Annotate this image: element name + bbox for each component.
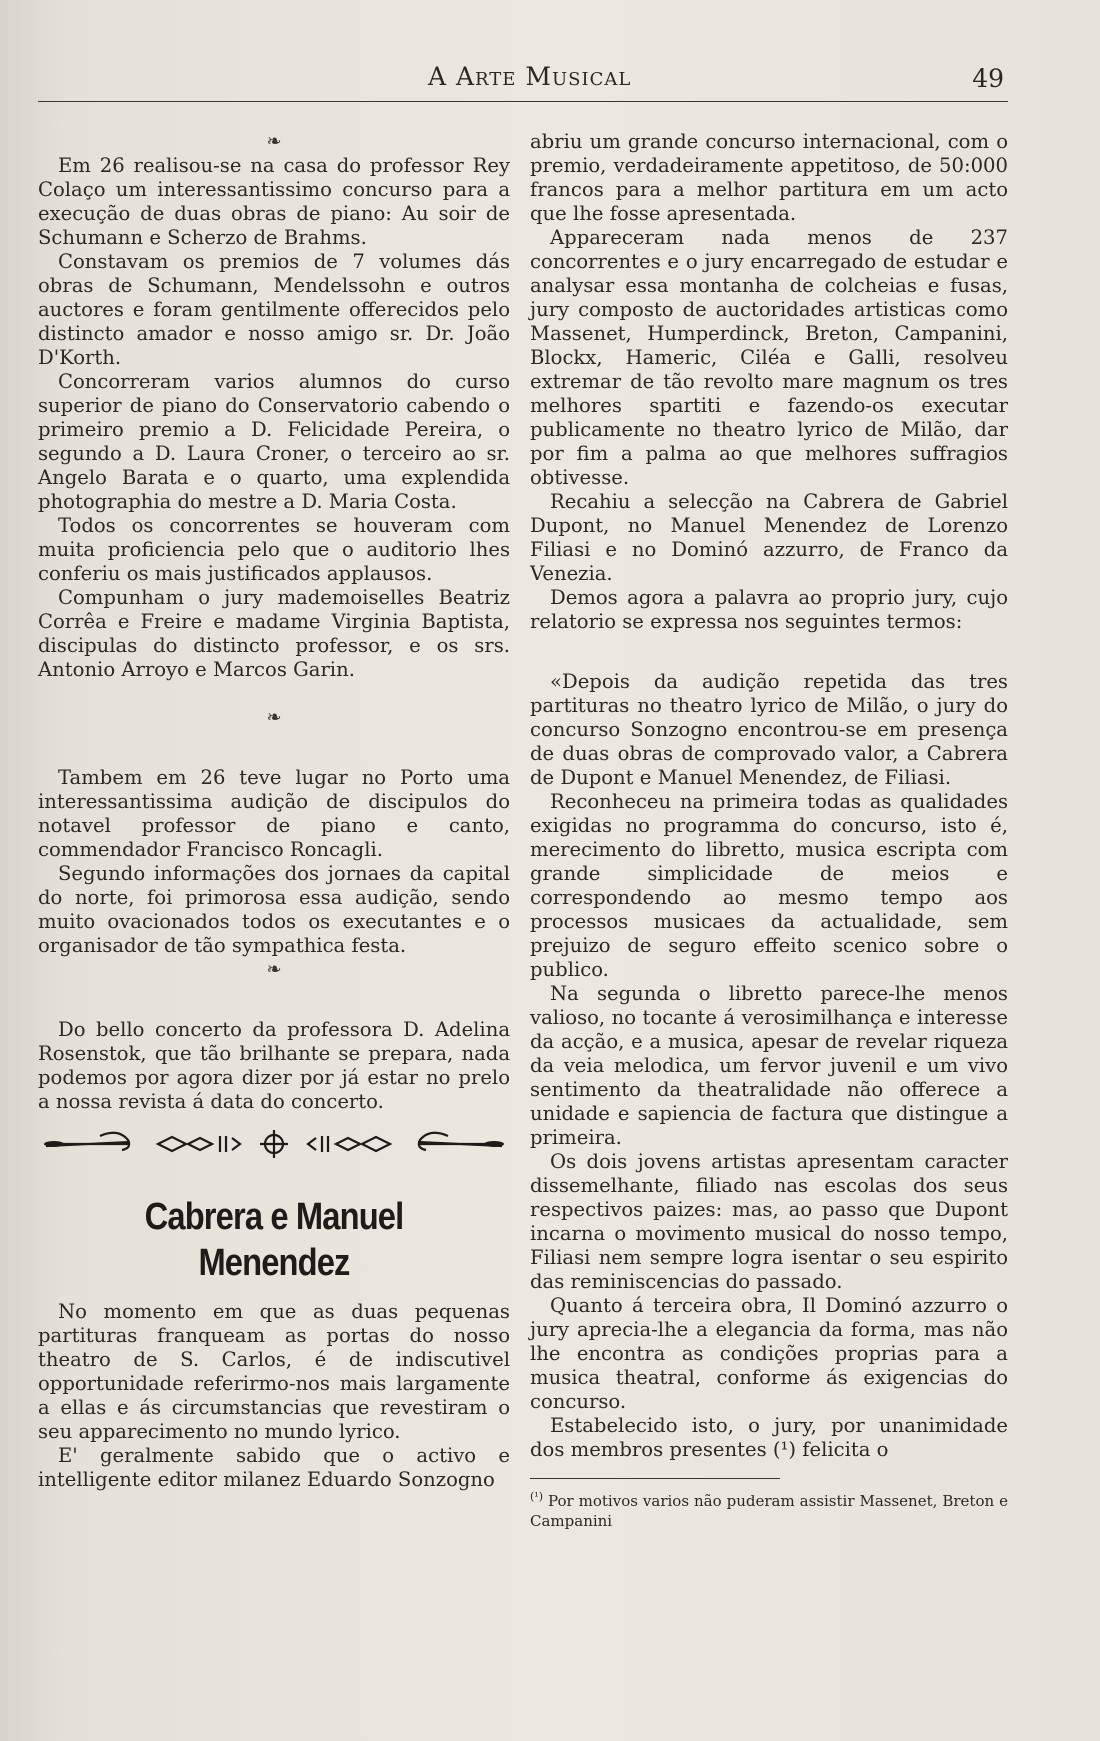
paragraph: No momento em que as duas pequenas partituras franqueam as portas do nosso theatro de S. Carlos, é de indiscutivel opportunidade referirmo-nos mais largamente a ellas e ás circumstancias que revestiram o seu apparecimento no mundo lyrico.: [38, 1300, 510, 1443]
paragraph: Reconheceu na primeira todas as qualidades exigidas no programma do concurso, isto é, merecimento do libretto, musica escripta com grande simplicidade de meios e correspondendo ao mesmo tempo aos processos musicaes da actualidade, sem prejuizo de seguro effeito scenico sobre o publico.: [530, 790, 1008, 981]
paragraph: Concorreram varios alumnos do curso superior de piano do Conservatorio cabendo o primeiro premio a D. Felicidade Pereira, o segundo a D. Laura Croner, o terceiro ao sr. Angelo Barata e o quarto, uma explendida photographia do mestre a D. Maria Costa.: [38, 370, 510, 513]
paragraph: abriu um grande concurso internacional, com o premio, verdadeiramente appetitoso, de 50:000 francos para a melhor partitura em um acto que lhe fosse apresentada.: [530, 130, 1008, 225]
paragraph: Segundo informações dos jornaes da capital do norte, foi primorosa essa audição, sendo muito ovacionados todos os executantes e o organisador de tão sympathica festa.: [38, 862, 510, 957]
paragraph: Estabelecido isto, o jury, por unanimidade dos membros presentes (¹) felicita o: [530, 1414, 1008, 1461]
paragraph: E' geralmente sabido que o activo e intelligente editor milanez Eduardo Sonzogno: [38, 1444, 510, 1491]
left-column: [38, 130, 510, 1492]
paragraph: Os dois jovens artistas apresentam caracter dissemelhante, filiado nas escolas dos seus respectivos paizes: mas, ao passo que Dupont incarna o movimento musical do nosso tempo, Filiasi nem sempre logra isentar o seu espirito das reminiscencias do passado.: [530, 1150, 1008, 1293]
page-number: 49: [972, 64, 1004, 93]
fleuron-icon: ❧: [266, 959, 282, 980]
paragraph: Compunham o jury mademoiselles Beatriz Corrêa e Freire e madame Virginia Baptista, discipulas do distincto professor, e os srs. Antonio Arroyo e Marcos Garin.: [38, 586, 510, 681]
ornamental-divider-icon: [38, 1124, 510, 1164]
header-rule: [38, 101, 1008, 102]
paragraph: «Depois da audição repetida das tres partituras no theatro lyrico de Milão, o jury do concurso Sonzogno encontrou-se em presença de duas obras de comprovado valor, a Cabrera de Dupont e Manuel Menendez, de Filiasi.: [530, 670, 1008, 789]
article-title: Cabrera e Manuel Menendez: [144, 1196, 404, 1284]
paragraph: Demos agora a palavra ao proprio jury, cujo relatorio se expressa nos seguintes termos:: [530, 586, 1008, 633]
footnote-rule: [530, 1478, 780, 1479]
page-header: [38, 58, 1008, 108]
paragraph: Quanto á terceira obra, Il Dominó azzurro o jury aprecia-lhe a elegancia da forma, mas não lhe encontra as condições proprias para a musica theatral, conforme ás exigencias do concurso.: [530, 1294, 1008, 1413]
paragraph: Do bello concerto da professora D. Adelina Rosenstok, que tão brilhante se prepara, nada podemos por agora dizer por já estar no prelo a nossa revista á data do concerto.: [38, 1018, 510, 1113]
fleuron-icon: ❧: [266, 707, 282, 728]
fleuron-icon: ❧: [266, 131, 282, 152]
paragraph: Constavam os premios de 7 volumes dás obras de Schumann, Mendelssohn e outros auctores e foram gentilmente offerecidos pelo distincto amador e nosso amigo sr. Dr. João D'Korth.: [38, 250, 510, 369]
footnote: $^{(^1)}$ Por motivos varios não puderam assistir Massenet, Breton e Campanini: [530, 1490, 1008, 1530]
paragraph: Na segunda o libretto parece-lhe menos valioso, no tocante á verosimilhança e interesse da acção, e a musica, apesar de revelar riqueza da veia melodica, um fervor juvenil e um vivo sentimento da theatralidade não offerece a unidade e sapiencia de factura que distingue a primeira.: [530, 982, 1008, 1149]
paragraph: Todos os concorrentes se houveram com muita proficiencia pelo que o auditorio lhes conferiu os mais justificados applausos.: [38, 514, 510, 585]
paragraph: Appareceram nada menos de 237 concorrentes e o jury encarregado de estudar e analysar essa montanha de colcheias e fusas, jury composto de auctoridades artisticas como Massenet, Humperdinck, Breton, Campanini, Blockx, Hameric, Ciléa e Galli, resolveu extremar de tão revolto mare magnum os tres melhores spartiti e fazendo-os executar publicamente no theatro lyrico de Milão, dar por fim a palma ao que melhores suffragios obtivesse.: [530, 226, 1008, 489]
running-title: A Arte Musical: [428, 62, 632, 91]
paragraph: Recahiu a selecção na Cabrera de Gabriel Dupont, no Manuel Menendez de Lorenzo Filiasi e no Dominó azzurro, de Franco da Venezia.: [530, 490, 1008, 585]
paragraph: Tambem em 26 teve lugar no Porto uma interessantissima audição de discipulos do notavel professor de piano e canto, commendador Francisco Roncagli.: [38, 766, 510, 861]
right-column: [530, 130, 1008, 1531]
paragraph: Em 26 realisou-se na casa do professor Rey Colaço um interessantissimo concurso para a execução de duas obras de piano: Au soir de Schumann e Scherzo de Brahms.: [38, 154, 510, 249]
